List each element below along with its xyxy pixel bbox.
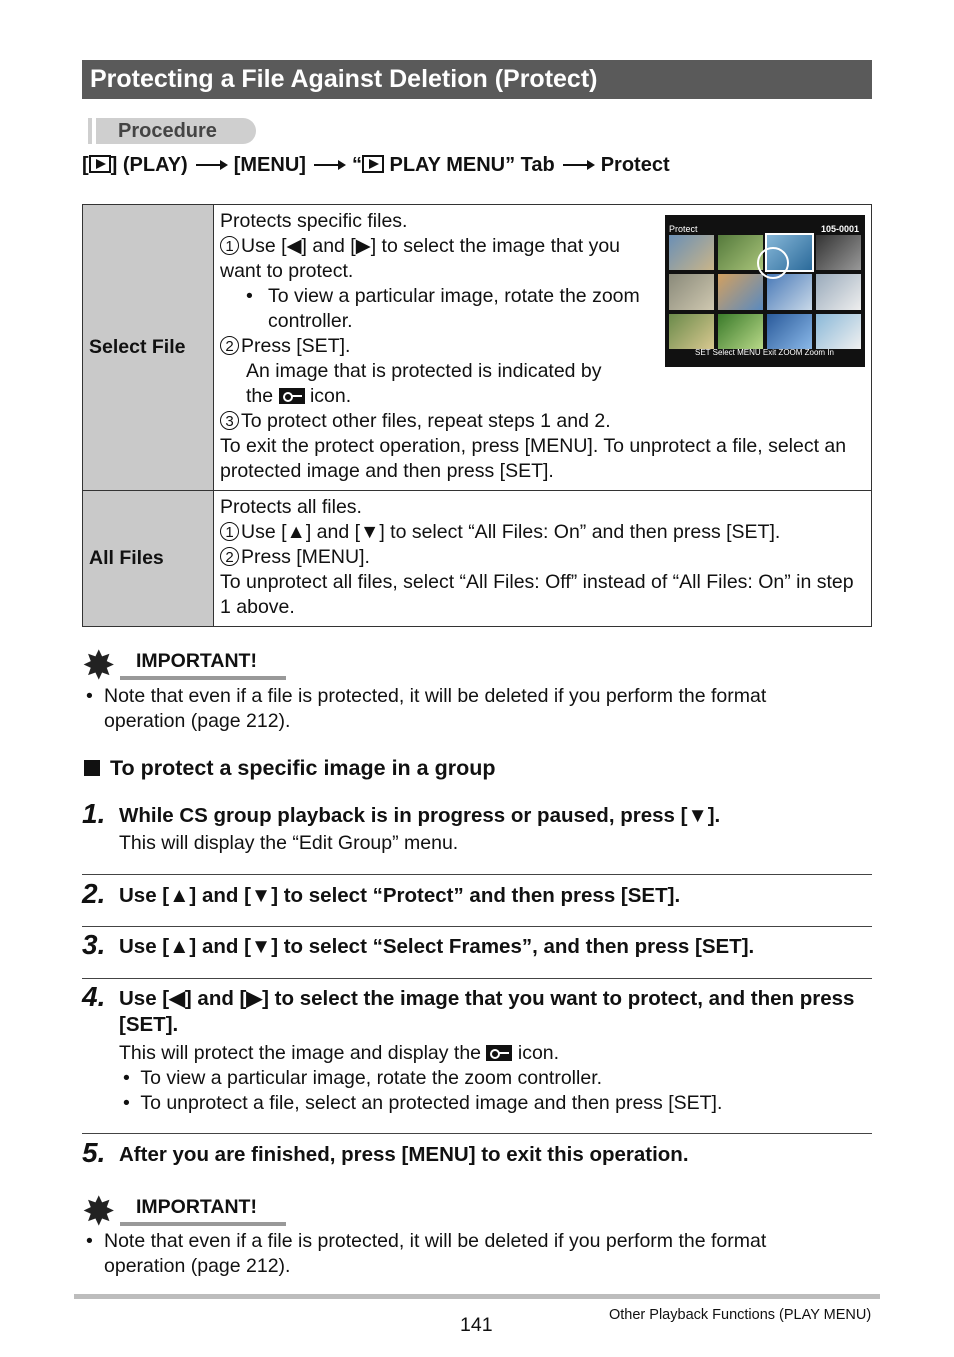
important-note: • Note that even if a file is protected, it will be deleted if you perform the format operation (page 212). xyxy=(86,685,767,732)
step-bullet: • To unprotect a file, select an protected image and then press [SET]. xyxy=(123,1092,723,1114)
row-label: All Files xyxy=(83,491,214,627)
procedure-label: Procedure xyxy=(118,120,217,142)
divider xyxy=(82,978,872,979)
step-heading: Use [▲] and [▼] to select “Protect” and then press [SET]. xyxy=(119,884,681,907)
selection-ring xyxy=(757,247,789,279)
play-icon xyxy=(362,155,384,173)
step-bullet: • To view a particular image, rotate the zoom controller. xyxy=(123,1067,603,1089)
important-callout: ✸ IMPORTANT! xyxy=(82,1192,286,1232)
square-bullet-icon xyxy=(84,760,100,776)
important-note: • Note that even if a file is protected, it will be deleted if you perform the format operation (page 212). xyxy=(86,1230,767,1277)
starburst-icon: ✸ xyxy=(82,644,116,688)
step-number: 4. xyxy=(82,981,106,1012)
step-body: This will protect the image and display the icon. xyxy=(119,1042,560,1064)
step-number: 3. xyxy=(82,929,106,960)
section-heading: To protect a specific image in a group xyxy=(84,756,495,781)
divider xyxy=(82,1133,872,1134)
section-title-bar xyxy=(82,60,872,99)
protect-key-icon xyxy=(486,1045,512,1061)
protect-options-table xyxy=(82,204,872,627)
play-icon xyxy=(89,155,111,173)
row-content: Protects all files. 1 Use [▲] and [▼] to select “All Files: On” and then press [SET]. 2 Press [MENU]. To unprotect all files, select “All Files: Off” instead of “All Files: On” in step 1 above. xyxy=(214,491,872,627)
row-content: Protects specific files. 1 Use [◀] and [▶] to select the image that you want to protect. • To view a particular image, rotate the zoom controller. 2 Press [SET]. An image that is protected is indicated by the icon. 3 To protect other files, repeat steps 1 and 2. To exit the protect operation, press [MENU]. To unprotect a file, select an protected image and then press [SET]. Protect 105-0001 SET Select MENU Exit ZOOM Zoom In xyxy=(214,205,872,491)
step-number: 1. xyxy=(82,798,106,829)
starburst-icon: ✸ xyxy=(82,1190,116,1234)
page-number: 141 xyxy=(460,1314,493,1336)
procedure-path: [ ] (PLAY) [MENU] “ PLAY MENU” Tab Protect xyxy=(82,154,670,176)
step-number: 2. xyxy=(82,878,106,909)
protect-key-icon xyxy=(279,388,305,404)
chapter-title: Other Playback Functions (PLAY MENU) xyxy=(609,1307,872,1323)
camera-screen-image: Protect 105-0001 SET Select MENU Exit ZOOM Zoom In xyxy=(665,215,865,367)
page-title: Protecting a File Against Deletion (Protect) xyxy=(90,65,598,93)
arrow-icon xyxy=(196,164,226,166)
arrow-icon xyxy=(563,164,593,166)
table-row xyxy=(83,491,872,627)
important-callout: ✸ IMPORTANT! xyxy=(82,646,286,686)
step-number: 5. xyxy=(82,1137,106,1168)
table-row xyxy=(83,205,872,491)
step-body: This will display the “Edit Group” menu. xyxy=(119,832,459,854)
step-heading: Use [◀] and [▶] to select the image that you want to protect, and then press [SET]. xyxy=(119,987,855,1036)
step-heading: Use [▲] and [▼] to select “Select Frames”, and then press [SET]. xyxy=(119,935,755,958)
row-label: Select File xyxy=(83,205,214,491)
arrow-icon xyxy=(314,164,344,166)
step-heading: While CS group playback is in progress or paused, press [▼]. xyxy=(119,804,721,827)
divider xyxy=(82,926,872,927)
divider xyxy=(82,874,872,875)
footer-rule xyxy=(74,1294,880,1299)
procedure-tag xyxy=(82,118,256,144)
step-heading: After you are finished, press [MENU] to exit this operation. xyxy=(119,1143,689,1166)
